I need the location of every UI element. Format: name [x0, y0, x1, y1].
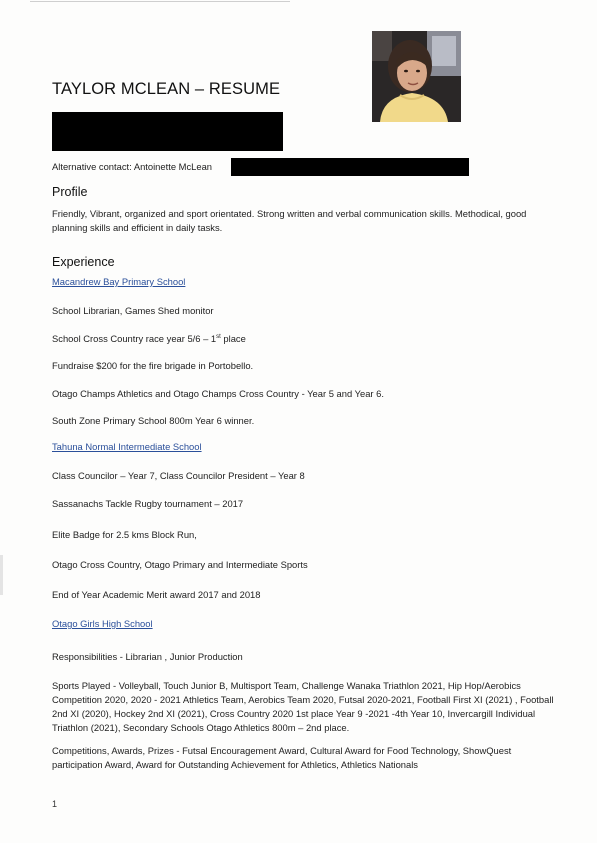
responsibilities: Responsibilities - Librarian , Junior Production	[52, 651, 243, 662]
experience-item: Class Councilor – Year 7, Class Councilor President – Year 8	[52, 470, 305, 481]
experience-item: Otago Champs Athletics and Otago Champs Cross Country - Year 5 and Year 6.	[52, 388, 384, 399]
redacted-contact-number	[231, 158, 469, 176]
item-suffix: place	[220, 333, 246, 344]
profile-text: Friendly, Vibrant, organized and sport orientated. Strong written and verbal communication skills. Methodical, good planning skills and efficient in daily tasks.	[52, 208, 527, 233]
experience-item: Elite Badge for 2.5 kms Block Run,	[52, 529, 197, 540]
page-number: 1	[52, 799, 58, 809]
experience-heading: Experience	[52, 255, 115, 269]
resume-title: TAYLOR MCLEAN – RESUME	[52, 80, 281, 98]
experience-item: End of Year Academic Merit award 2017 and 2018	[52, 589, 261, 600]
experience-item: Otago Cross Country, Otago Primary and Intermediate Sports	[52, 559, 308, 570]
school-link-otago-girls[interactable]: Otago Girls High School	[52, 618, 153, 629]
experience-item: Fundraise $200 for the fire brigade in Portobello.	[52, 360, 254, 371]
profile-photo-image	[372, 31, 461, 122]
sports-played: Sports Played - Volleyball, Touch Junior B, Multisport Team, Challenge Wanaka Triathlon 2021, Hip Hop/Aerobics Competition 2020, 2020 - 2021 Athletics Team, Aerobics Team 2020, Futsal 2020-2021, Football First XI (2021) , Football 2nd XI (2020), Hockey 2nd XI (2021), Cross Country 2020 1st place Year 9 -2021 -4th Year 10, Invercargill Individual Triathlon (2021), Secondary Schools Otago Athletics 800m – 2nd place.	[52, 680, 554, 733]
superscript: st	[216, 333, 221, 340]
item-text: School Cross Country race year 5/6 – 1	[52, 333, 217, 344]
experience-item	[52, 331, 246, 346]
experience-item: South Zone Primary School 800m Year 6 winner.	[52, 415, 255, 426]
scan-mark	[0, 555, 3, 595]
experience-item: School Librarian, Games Shed monitor	[52, 305, 214, 316]
profile-heading: Profile	[52, 185, 88, 199]
scan-edge-line	[30, 1, 290, 2]
competitions-awards: Competitions, Awards, Prizes - Futsal Encouragement Award, Cultural Award for Food Technology, ShowQuest participation Award, Award for Outstanding Achievement for Athletics, Athletics Nationals	[52, 745, 512, 770]
profile-photo	[372, 31, 461, 122]
school-link-tahuna-normal[interactable]: Tahuna Normal Intermediate School	[52, 441, 202, 452]
experience-item: Sassanachs Tackle Rugby tournament – 2017	[52, 498, 244, 509]
alternative-contact: Alternative contact: Antoinette McLean	[52, 161, 212, 172]
school-link-macandrew-bay[interactable]: Macandrew Bay Primary School	[52, 276, 186, 287]
redacted-contact-block	[52, 112, 283, 151]
